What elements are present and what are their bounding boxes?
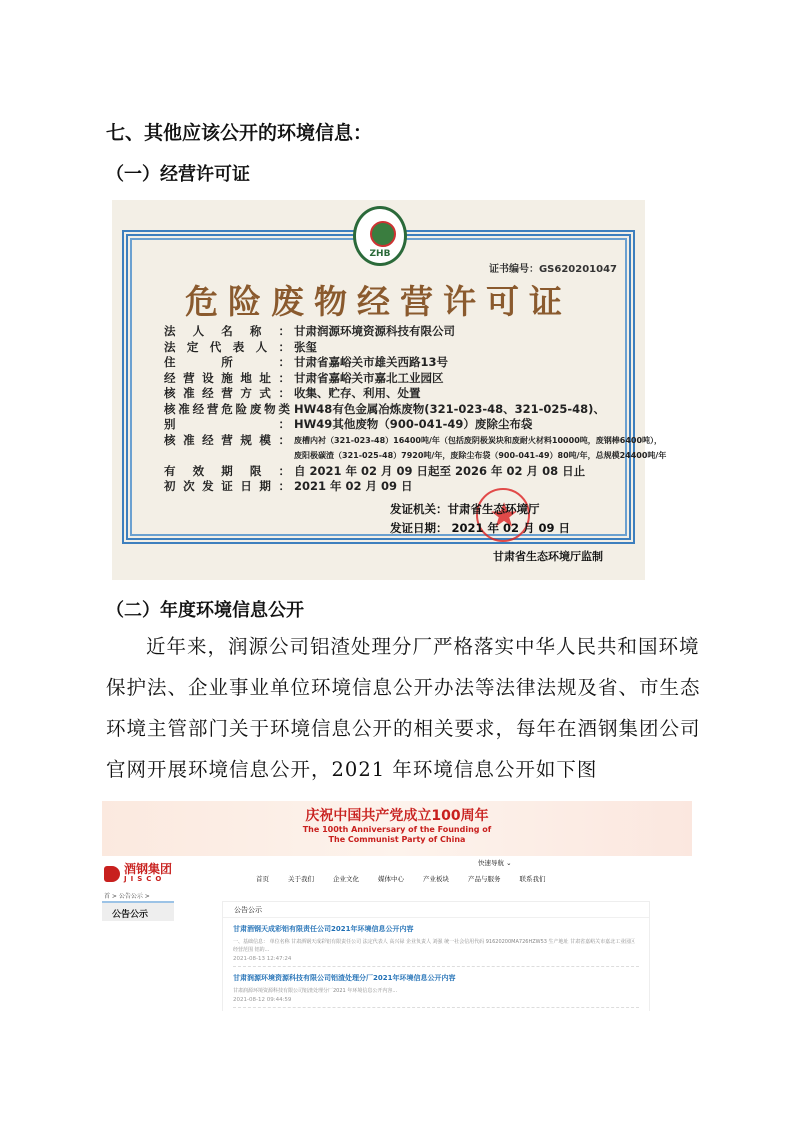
issue-date: 发证日期： 2021 年 02 月 09 日 bbox=[390, 521, 571, 535]
field-label: 有效期限： bbox=[164, 463, 290, 478]
field-label: 核准经营方式： bbox=[164, 386, 290, 400]
announcement-item bbox=[233, 918, 639, 967]
brand-cn: 酒钢集团 bbox=[124, 862, 173, 876]
field-label: 住所： bbox=[164, 355, 290, 369]
field-label: 核准经营规模： bbox=[164, 432, 290, 447]
field-value: 甘肃省嘉峪关市嘉北工业园区 bbox=[294, 370, 444, 385]
certificate-field bbox=[164, 417, 666, 433]
zhb-logo: ZHB bbox=[353, 206, 407, 266]
field-value: 收集、贮存、利用、处置 bbox=[294, 386, 421, 400]
section-heading: 七、其他应该公开的环境信息： bbox=[106, 122, 373, 144]
permit-certificate-image bbox=[112, 200, 667, 580]
field-value: 废阳极碳渣（321-025-48）7920吨/年，废除尘布袋（900-041-49）80吨/年，总规模24400吨/年 bbox=[294, 451, 667, 460]
nav-item[interactable]: 媒体中心 bbox=[378, 875, 404, 883]
announcement-summary: 甘肃润源环境资源科技有限公司铝渣处理分厂2021 年环境信息公开内容... bbox=[233, 988, 398, 994]
field-label: 法人名称： bbox=[164, 324, 290, 338]
supervised-by: 甘肃省生态环境厅监制 bbox=[493, 550, 603, 563]
certificate-field bbox=[164, 448, 666, 464]
certificate-fields bbox=[164, 324, 666, 495]
issuer-text: 发证机关：甘肃省生态环境厅 bbox=[390, 502, 540, 516]
anniversary-banner bbox=[102, 801, 692, 856]
website-screenshot bbox=[102, 801, 692, 1011]
breadcrumb: 首 > 公告公示 > bbox=[104, 893, 150, 900]
certificate-issuer bbox=[390, 500, 570, 538]
jisco-logo[interactable] bbox=[104, 863, 172, 884]
field-value: 甘肃省嘉峪关市雄关西路13号 bbox=[294, 355, 449, 369]
nav-item[interactable]: 联系我们 bbox=[519, 875, 546, 883]
field-value: 2021 年 02 月 09 日 bbox=[294, 479, 413, 493]
certificate-field bbox=[164, 340, 666, 356]
site-navbar bbox=[102, 856, 692, 891]
nav-item[interactable]: 关于我们 bbox=[288, 875, 314, 883]
certificate-number: 证书编号：GS620201047 bbox=[488, 264, 617, 275]
certificate-title: 危险废物经营许可证 bbox=[185, 282, 572, 321]
field-label bbox=[164, 417, 290, 433]
banner-subtitle-1: The 100th Anniversary of the Founding of bbox=[302, 825, 492, 834]
certificate-field bbox=[164, 386, 666, 402]
field-value: 废槽内衬（321-023-48）16400吨/年（包括废阴极炭块和废耐火材料10000吨，废钢棒6400吨）， bbox=[294, 435, 663, 445]
nav-item[interactable]: 首页 bbox=[256, 875, 269, 883]
announcement-link[interactable]: 甘肃润源环境资源科技有限公司铝渣处理分厂2021年环境信息公开内容 bbox=[233, 974, 456, 982]
banner-title: 庆祝中国共产党成立100周年 bbox=[305, 808, 489, 824]
banner-subtitle-2: The Communist Party of China bbox=[328, 835, 466, 844]
field-value: 自 2021 年 02 月 09 日起至 2026 年 02 月 08 日止 bbox=[294, 463, 586, 478]
nav-item[interactable]: 产品与服务 bbox=[468, 875, 501, 883]
field-label: 法定代表人： bbox=[164, 339, 290, 354]
brand-en: JISCO bbox=[124, 875, 166, 883]
announcement-summary: 一、基础信息： 单位名称 甘肃酒钢天成彩铝有限责任公司 法定代表人 高兴禄 企业负责人 刘强 统一社会信用代码 91620200MA726HZW53 生产地址 甘肃省嘉峪关市嘉北工业园区 经营范围 铝的... bbox=[233, 939, 636, 953]
certificate-field bbox=[164, 371, 666, 387]
certificate-field bbox=[164, 479, 666, 495]
certificate-field bbox=[164, 324, 666, 340]
jisco-mark-icon bbox=[104, 866, 120, 882]
field-value: HW49其他废物（900-041-49）废除尘布袋 bbox=[294, 417, 533, 431]
main-menu bbox=[256, 874, 565, 883]
announcement-item bbox=[233, 967, 639, 1008]
field-label: 初次发证日期： bbox=[164, 479, 290, 493]
nav-item[interactable]: 产业板块 bbox=[423, 875, 449, 883]
announcement-link[interactable]: 甘肃酒钢天成彩铝有限责任公司2021年环境信息公开内容 bbox=[233, 925, 414, 933]
quick-nav-dropdown[interactable]: 快速导航 ⌄ bbox=[478, 859, 512, 867]
subsection-permit: （一）经营许可证 bbox=[106, 164, 250, 185]
body-paragraph: 近年来，润源公司铝渣处理分厂严格落实中华人民共和国环境保护法、企业事业单位环境信息公开办法等法律法规及省、市生态环境主管部门关于环境信息公开的相关要求，每年在酒钢集团公司官网开展环境信息公开，2021 年环境信息公开如下图 bbox=[106, 635, 701, 781]
field-value: 张玺 bbox=[294, 339, 317, 354]
field-label bbox=[164, 448, 290, 464]
field-value: 甘肃润源环境资源科技有限公司 bbox=[294, 324, 455, 338]
subsection-annual-disclosure: （二）年度环境信息公开 bbox=[106, 600, 304, 621]
announcement-time: 2021-08-12 09:44:59 bbox=[233, 997, 292, 1003]
panel-title: 公告公示 bbox=[223, 902, 649, 918]
field-label: 经营设施地址： bbox=[164, 370, 290, 385]
certificate-field bbox=[164, 355, 666, 371]
certificate-field bbox=[164, 464, 666, 480]
sidebar-announcements[interactable]: 公告公示 bbox=[102, 901, 174, 921]
nav-item[interactable]: 企业文化 bbox=[333, 875, 359, 883]
field-value: HW48有色金属冶炼废物(321-023-48、321-025-48)、 bbox=[294, 401, 605, 416]
announcement-time: 2021-08-13 12:47:24 bbox=[233, 956, 292, 962]
certificate-field bbox=[164, 433, 666, 449]
field-label: 核准经营危险废物类别： bbox=[164, 401, 290, 431]
announcement-panel bbox=[222, 901, 650, 1011]
